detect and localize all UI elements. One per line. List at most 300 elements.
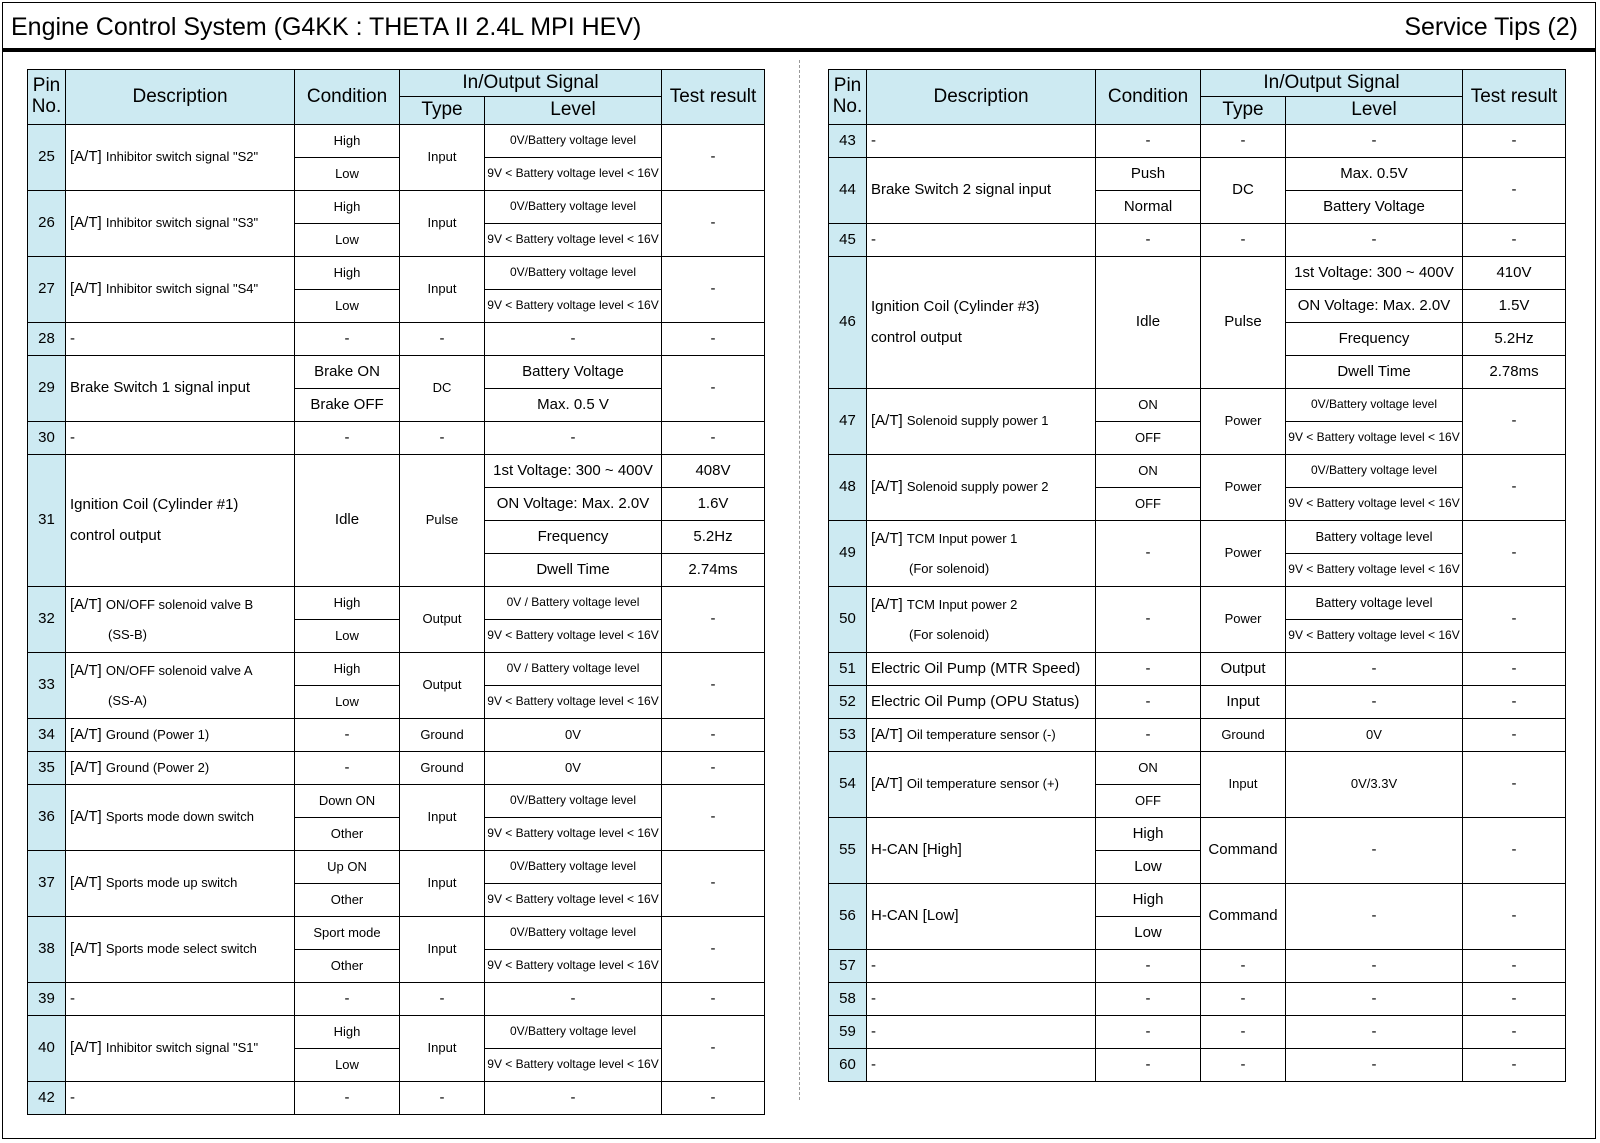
pin-number: 30: [28, 422, 66, 455]
pin-description: Ignition Coil (Cylinder #1) control output: [66, 455, 295, 587]
condition: -: [1096, 950, 1201, 983]
table-row: [28, 653, 765, 686]
col-type-header: Type: [1201, 97, 1286, 125]
table-row: [829, 653, 1566, 686]
signal-level: 9V < Battery voltage level < 16V: [485, 224, 662, 257]
table-row: [829, 719, 1566, 752]
pin-number: 36: [28, 785, 66, 851]
condition: Low: [295, 290, 400, 323]
pin-number: 31: [28, 455, 66, 587]
table-row: [829, 1049, 1566, 1082]
signal-level: 9V < Battery voltage level < 16V: [485, 950, 662, 983]
signal-level: Battery voltage level: [1286, 521, 1463, 554]
col-description-header: Description: [867, 70, 1096, 125]
pin-number: 57: [829, 950, 867, 983]
signal-level: 9V < Battery voltage level < 16V: [1286, 488, 1463, 521]
signal-type: Input: [400, 917, 485, 983]
signal-type: Input: [400, 851, 485, 917]
test-result: -: [662, 257, 765, 323]
pin-description: Ignition Coil (Cylinder #3) control output: [867, 257, 1096, 389]
table-row: [829, 752, 1566, 785]
pin-description: -: [66, 323, 295, 356]
pin-description: -: [867, 983, 1096, 1016]
signal-type: -: [1201, 1049, 1286, 1082]
col-test-result-header: Test result: [662, 70, 765, 125]
col-pin-header: Pin No.: [829, 70, 867, 125]
pin-number: 52: [829, 686, 867, 719]
col-io-signal-header: In/Output Signal: [400, 70, 662, 97]
condition: -: [295, 719, 400, 752]
pin-number: 51: [829, 653, 867, 686]
signal-type: Power: [1201, 521, 1286, 587]
signal-level: -: [485, 983, 662, 1016]
pin-number: 42: [28, 1082, 66, 1115]
condition: Up ON: [295, 851, 400, 884]
pin-number: 55: [829, 818, 867, 884]
signal-type: Power: [1201, 389, 1286, 455]
signal-type: DC: [400, 356, 485, 422]
test-result: -: [662, 653, 765, 719]
signal-type: -: [1201, 983, 1286, 1016]
test-result: 410V: [1463, 257, 1566, 290]
pin-number: 33: [28, 653, 66, 719]
condition: Low: [295, 620, 400, 653]
signal-level: 9V < Battery voltage level < 16V: [485, 686, 662, 719]
signal-type: Input: [1201, 752, 1286, 818]
pin-number: 37: [28, 851, 66, 917]
signal-level: -: [1286, 653, 1463, 686]
pin-number: 26: [28, 191, 66, 257]
col-test-result-header: Test result: [1463, 70, 1566, 125]
test-result: -: [662, 587, 765, 653]
signal-level: Frequency: [1286, 323, 1463, 356]
signal-type: Input: [400, 1016, 485, 1082]
pin-description: [A/T] Inhibitor switch signal "S2": [66, 125, 295, 191]
signal-type: Power: [1201, 587, 1286, 653]
condition: High: [1096, 884, 1201, 917]
signal-level: 9V < Battery voltage level < 16V: [1286, 422, 1463, 455]
pin-description: [A/T] Inhibitor switch signal "S1": [66, 1016, 295, 1082]
table-row: [28, 1082, 765, 1115]
condition: -: [295, 752, 400, 785]
test-result: 408V: [662, 455, 765, 488]
test-result: -: [1463, 389, 1566, 455]
condition: Low: [295, 224, 400, 257]
signal-type: Output: [400, 653, 485, 719]
test-result: -: [1463, 983, 1566, 1016]
signal-level: 0V/Battery voltage level: [1286, 389, 1463, 422]
col-description-header: Description: [66, 70, 295, 125]
condition: Idle: [295, 455, 400, 587]
pin-description: -: [867, 950, 1096, 983]
signal-type: -: [400, 323, 485, 356]
pin-number: 27: [28, 257, 66, 323]
signal-level: 0V/Battery voltage level: [1286, 455, 1463, 488]
col-type-header: Type: [400, 97, 485, 125]
test-result: -: [1463, 1049, 1566, 1082]
condition: High: [295, 125, 400, 158]
page-title: Engine Control System (G4KK : THETA II 2.4L MPI HEV): [11, 13, 642, 41]
test-result: -: [1463, 884, 1566, 950]
signal-level: ON Voltage: Max. 2.0V: [485, 488, 662, 521]
test-result: 5.2Hz: [1463, 323, 1566, 356]
condition: -: [1096, 521, 1201, 587]
condition: OFF: [1096, 785, 1201, 818]
signal-type: Input: [1201, 686, 1286, 719]
signal-level: -: [1286, 1049, 1463, 1082]
test-result: -: [662, 785, 765, 851]
pin-table-right: [828, 69, 1566, 1082]
signal-type: -: [400, 1082, 485, 1115]
condition: Other: [295, 818, 400, 851]
table-row: [28, 785, 765, 818]
table-row: [829, 257, 1566, 290]
signal-level: 0V/Battery voltage level: [485, 125, 662, 158]
pin-number: 32: [28, 587, 66, 653]
test-result: -: [1463, 719, 1566, 752]
pin-number: 58: [829, 983, 867, 1016]
signal-level: Battery Voltage: [1286, 191, 1463, 224]
condition: Push: [1096, 158, 1201, 191]
pin-description: [A/T] Oil temperature sensor (-): [867, 719, 1096, 752]
condition: -: [1096, 719, 1201, 752]
condition: Low: [295, 158, 400, 191]
signal-level: 1st Voltage: 300 ~ 400V: [1286, 257, 1463, 290]
condition: -: [1096, 1049, 1201, 1082]
table-row: [829, 389, 1566, 422]
signal-level: -: [1286, 1016, 1463, 1049]
table-row: [28, 851, 765, 884]
condition: Low: [1096, 851, 1201, 884]
test-result: -: [1463, 224, 1566, 257]
signal-level: -: [1286, 983, 1463, 1016]
pin-description: [A/T] TCM Input power 2 (For solenoid): [867, 587, 1096, 653]
condition: Idle: [1096, 257, 1201, 389]
table-row: [829, 686, 1566, 719]
pin-description: [A/T] TCM Input power 1 (For solenoid): [867, 521, 1096, 587]
signal-level: Max. 0.5 V: [485, 389, 662, 422]
test-result: -: [1463, 521, 1566, 587]
test-result: -: [662, 1016, 765, 1082]
test-result: -: [1463, 125, 1566, 158]
condition: High: [1096, 818, 1201, 851]
pin-number: 28: [28, 323, 66, 356]
condition: Low: [295, 686, 400, 719]
pin-number: 59: [829, 1016, 867, 1049]
test-result: 1.5V: [1463, 290, 1566, 323]
test-result: -: [662, 719, 765, 752]
signal-type: Ground: [400, 719, 485, 752]
pin-table-left: [27, 69, 765, 1115]
condition: High: [295, 257, 400, 290]
pin-number: 50: [829, 587, 867, 653]
signal-level: Dwell Time: [485, 554, 662, 587]
signal-type: DC: [1201, 158, 1286, 224]
signal-level: 0V/Battery voltage level: [485, 191, 662, 224]
pin-number: 48: [829, 455, 867, 521]
pin-description: [A/T] Solenoid supply power 1: [867, 389, 1096, 455]
table-row: [28, 356, 765, 389]
col-level-header: Level: [1286, 97, 1463, 125]
test-result: 1.6V: [662, 488, 765, 521]
table-row: [829, 950, 1566, 983]
signal-type: Output: [1201, 653, 1286, 686]
pin-description: [A/T] ON/OFF solenoid valve A (SS-A): [66, 653, 295, 719]
signal-level: Battery voltage level: [1286, 587, 1463, 620]
pin-number: 56: [829, 884, 867, 950]
signal-level: -: [485, 1082, 662, 1115]
table-row: [28, 917, 765, 950]
condition: Other: [295, 950, 400, 983]
test-result: -: [1463, 686, 1566, 719]
signal-level: ON Voltage: Max. 2.0V: [1286, 290, 1463, 323]
signal-level: 0V / Battery voltage level: [485, 587, 662, 620]
table-row: [829, 455, 1566, 488]
pin-number: 25: [28, 125, 66, 191]
test-result: -: [1463, 950, 1566, 983]
signal-level: 0V/Battery voltage level: [485, 851, 662, 884]
table-row: [28, 719, 765, 752]
signal-type: Command: [1201, 884, 1286, 950]
pin-number: 54: [829, 752, 867, 818]
pin-number: 35: [28, 752, 66, 785]
signal-level: -: [485, 422, 662, 455]
pin-number: 60: [829, 1049, 867, 1082]
condition: -: [1096, 125, 1201, 158]
pin-description: [A/T] Sports mode down switch: [66, 785, 295, 851]
signal-type: Input: [400, 785, 485, 851]
signal-level: 9V < Battery voltage level < 16V: [485, 158, 662, 191]
signal-level: 9V < Battery voltage level < 16V: [485, 884, 662, 917]
pin-number: 38: [28, 917, 66, 983]
condition: Low: [1096, 917, 1201, 950]
test-result: -: [662, 983, 765, 1016]
signal-level: 0V: [485, 752, 662, 785]
signal-level: 9V < Battery voltage level < 16V: [485, 290, 662, 323]
signal-type: Pulse: [400, 455, 485, 587]
signal-level: 0V/3.3V: [1286, 752, 1463, 818]
condition: Normal: [1096, 191, 1201, 224]
signal-level: 0V / Battery voltage level: [485, 653, 662, 686]
page-header: [2, 2, 1596, 52]
col-level-header: Level: [485, 97, 662, 125]
condition: ON: [1096, 455, 1201, 488]
signal-type: Command: [1201, 818, 1286, 884]
signal-level: 9V < Battery voltage level < 16V: [1286, 620, 1463, 653]
table-row: [28, 983, 765, 1016]
signal-level: 0V/Battery voltage level: [485, 1016, 662, 1049]
table-row: [829, 983, 1566, 1016]
table-row: [829, 1016, 1566, 1049]
pin-number: 45: [829, 224, 867, 257]
table-row: [28, 752, 765, 785]
pin-number: 53: [829, 719, 867, 752]
signal-type: Ground: [1201, 719, 1286, 752]
condition: -: [295, 323, 400, 356]
condition: -: [1096, 686, 1201, 719]
col-condition-header: Condition: [1096, 70, 1201, 125]
condition: -: [295, 983, 400, 1016]
signal-level: Dwell Time: [1286, 356, 1463, 389]
pin-number: 40: [28, 1016, 66, 1082]
table-row: [829, 158, 1566, 191]
signal-level: -: [485, 323, 662, 356]
test-result: 2.74ms: [662, 554, 765, 587]
pin-description: [A/T] Oil temperature sensor (+): [867, 752, 1096, 818]
pin-description: Brake Switch 2 signal input: [867, 158, 1096, 224]
test-result: -: [662, 1082, 765, 1115]
test-result: -: [1463, 587, 1566, 653]
test-result: -: [662, 851, 765, 917]
signal-level: 0V: [485, 719, 662, 752]
test-result: -: [662, 125, 765, 191]
pin-number: 46: [829, 257, 867, 389]
signal-type: -: [400, 422, 485, 455]
table-row: [829, 587, 1566, 620]
col-io-signal-header: In/Output Signal: [1201, 70, 1463, 97]
signal-level: -: [1286, 884, 1463, 950]
signal-level: 0V/Battery voltage level: [485, 785, 662, 818]
pin-description: -: [867, 125, 1096, 158]
condition: ON: [1096, 389, 1201, 422]
pin-number: 43: [829, 125, 867, 158]
pin-description: [A/T] Ground (Power 1): [66, 719, 295, 752]
test-result: -: [1463, 653, 1566, 686]
pin-description: -: [867, 1016, 1096, 1049]
condition: High: [295, 653, 400, 686]
signal-type: Output: [400, 587, 485, 653]
pin-description: [A/T] Sports mode up switch: [66, 851, 295, 917]
signal-level: -: [1286, 818, 1463, 884]
test-result: -: [1463, 818, 1566, 884]
signal-level: -: [1286, 224, 1463, 257]
pin-description: [A/T] Ground (Power 2): [66, 752, 295, 785]
condition: Brake ON: [295, 356, 400, 389]
condition: -: [1096, 587, 1201, 653]
signal-type: -: [1201, 125, 1286, 158]
signal-level: 9V < Battery voltage level < 16V: [485, 620, 662, 653]
signal-level: Max. 0.5V: [1286, 158, 1463, 191]
signal-level: Frequency: [485, 521, 662, 554]
pin-description: [A/T] Sports mode select switch: [66, 917, 295, 983]
condition: Other: [295, 884, 400, 917]
test-result: -: [1463, 752, 1566, 818]
pin-description: -: [66, 983, 295, 1016]
test-result: -: [662, 422, 765, 455]
test-result: -: [1463, 1016, 1566, 1049]
pin-description: Electric Oil Pump (MTR Speed): [867, 653, 1096, 686]
page-section: Service Tips (2): [1404, 13, 1578, 41]
pin-number: 34: [28, 719, 66, 752]
table-row: [28, 455, 765, 488]
pin-number: 39: [28, 983, 66, 1016]
signal-type: -: [400, 983, 485, 1016]
condition: Brake OFF: [295, 389, 400, 422]
condition: High: [295, 1016, 400, 1049]
signal-type: -: [1201, 224, 1286, 257]
table-row: [829, 521, 1566, 554]
signal-level: 0V/Battery voltage level: [485, 257, 662, 290]
test-result: -: [662, 752, 765, 785]
pin-description: -: [867, 224, 1096, 257]
test-result: -: [662, 917, 765, 983]
pin-description: -: [66, 422, 295, 455]
condition: OFF: [1096, 488, 1201, 521]
signal-level: -: [1286, 686, 1463, 719]
pin-number: 44: [829, 158, 867, 224]
table-row: [28, 587, 765, 620]
pin-description: [A/T] Inhibitor switch signal "S4": [66, 257, 295, 323]
test-result: -: [1463, 158, 1566, 224]
table-row: [28, 422, 765, 455]
condition: -: [1096, 653, 1201, 686]
signal-level: 1st Voltage: 300 ~ 400V: [485, 455, 662, 488]
condition: Sport mode: [295, 917, 400, 950]
condition: High: [295, 191, 400, 224]
col-condition-header: Condition: [295, 70, 400, 125]
condition: -: [1096, 224, 1201, 257]
pin-description: Brake Switch 1 signal input: [66, 356, 295, 422]
signal-type: Pulse: [1201, 257, 1286, 389]
signal-level: 0V/Battery voltage level: [485, 917, 662, 950]
signal-level: 9V < Battery voltage level < 16V: [485, 818, 662, 851]
column-divider: [799, 60, 800, 1100]
signal-type: Input: [400, 191, 485, 257]
signal-type: -: [1201, 950, 1286, 983]
signal-type: Input: [400, 257, 485, 323]
pin-description: [A/T] Solenoid supply power 2: [867, 455, 1096, 521]
test-result: 2.78ms: [1463, 356, 1566, 389]
table-row: [28, 191, 765, 224]
pin-description: [A/T] Inhibitor switch signal "S3": [66, 191, 295, 257]
pin-description: H-CAN [Low]: [867, 884, 1096, 950]
pin-number: 47: [829, 389, 867, 455]
test-result: -: [662, 356, 765, 422]
signal-type: -: [1201, 1016, 1286, 1049]
pin-number: 29: [28, 356, 66, 422]
condition: Down ON: [295, 785, 400, 818]
table-row: [28, 1016, 765, 1049]
condition: -: [295, 422, 400, 455]
signal-level: -: [1286, 950, 1463, 983]
condition: Low: [295, 1049, 400, 1082]
table-row: [28, 125, 765, 158]
condition: -: [295, 1082, 400, 1115]
table-row: [829, 125, 1566, 158]
col-pin-header: Pin No.: [28, 70, 66, 125]
signal-level: 0V: [1286, 719, 1463, 752]
signal-level: Battery Voltage: [485, 356, 662, 389]
pin-number: 49: [829, 521, 867, 587]
test-result: 5.2Hz: [662, 521, 765, 554]
test-result: -: [662, 191, 765, 257]
pin-description: H-CAN [High]: [867, 818, 1096, 884]
condition: -: [1096, 983, 1201, 1016]
signal-level: 9V < Battery voltage level < 16V: [485, 1049, 662, 1082]
test-result: -: [1463, 455, 1566, 521]
pin-description: -: [66, 1082, 295, 1115]
condition: ON: [1096, 752, 1201, 785]
pin-description: -: [867, 1049, 1096, 1082]
signal-type: Power: [1201, 455, 1286, 521]
pin-description: [A/T] ON/OFF solenoid valve B (SS-B): [66, 587, 295, 653]
pin-description: Electric Oil Pump (OPU Status): [867, 686, 1096, 719]
table-row: [829, 224, 1566, 257]
signal-type: Input: [400, 125, 485, 191]
signal-level: -: [1286, 125, 1463, 158]
condition: -: [1096, 1016, 1201, 1049]
condition: OFF: [1096, 422, 1201, 455]
